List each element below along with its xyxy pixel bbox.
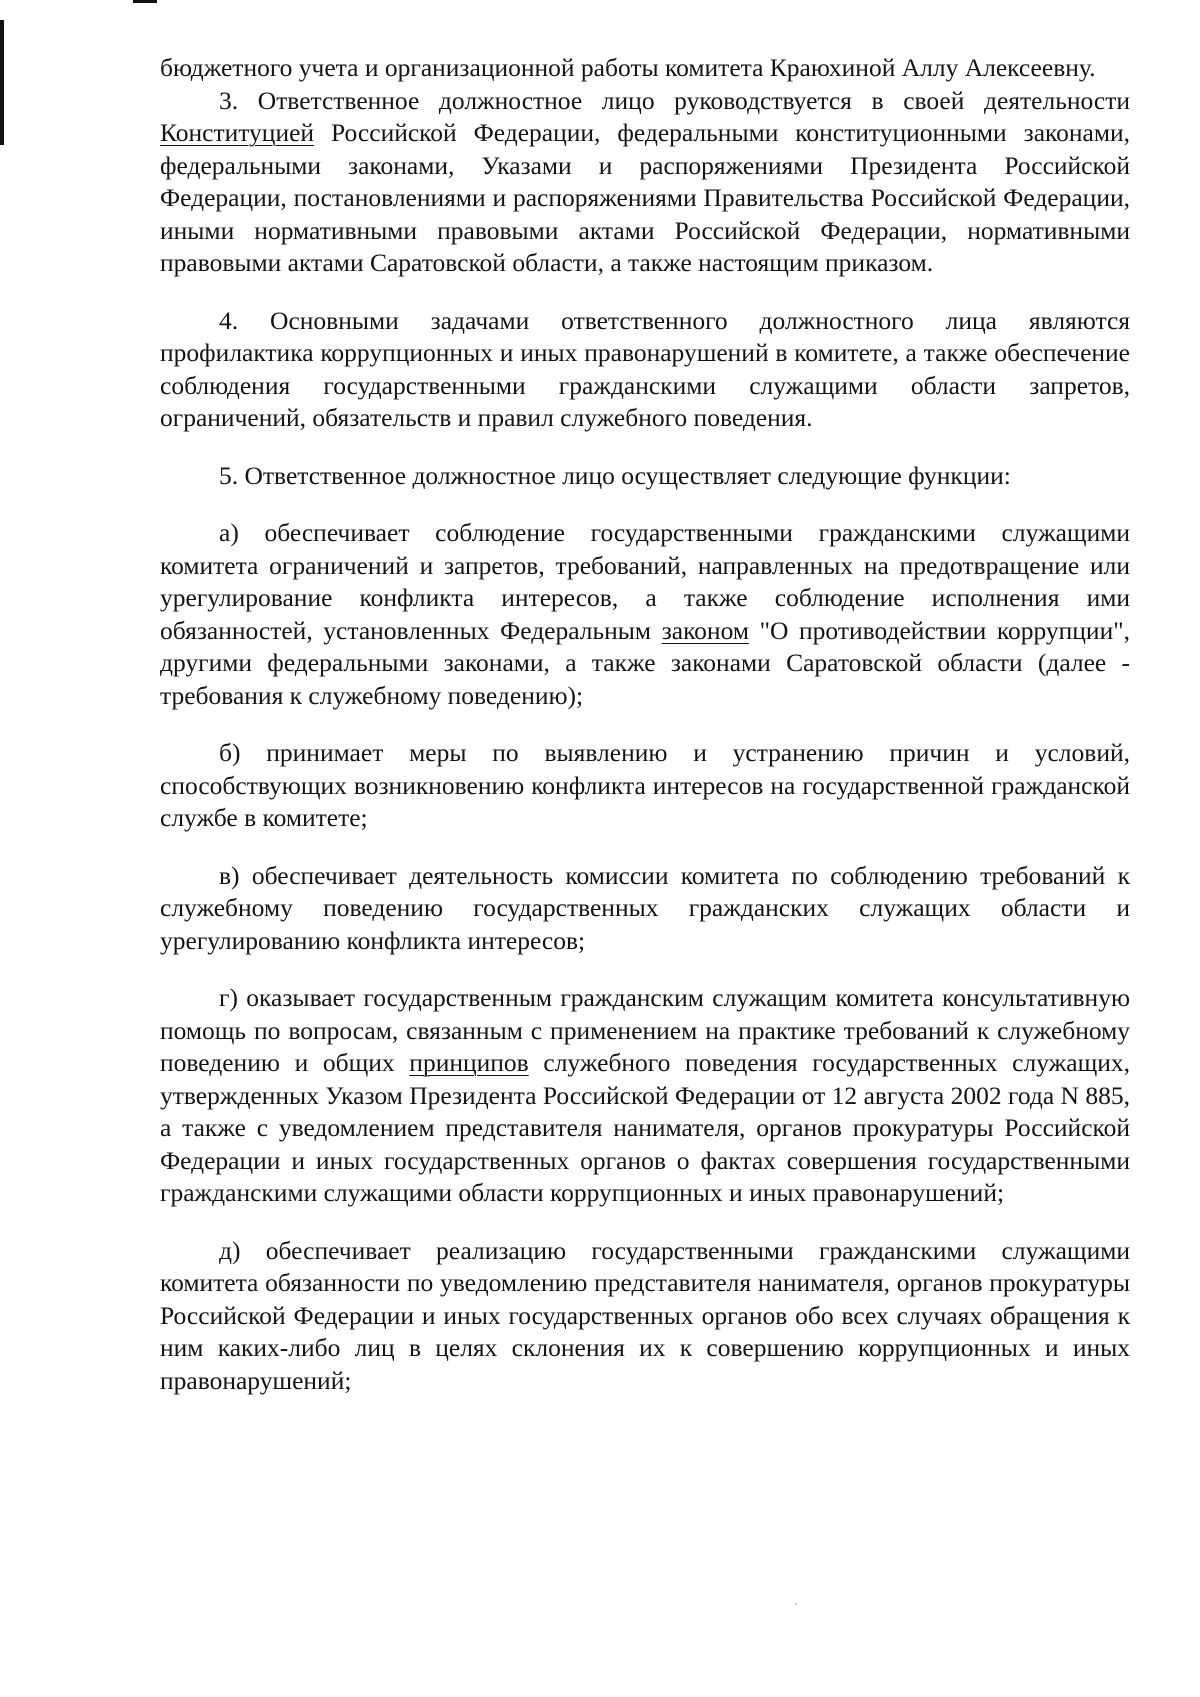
paragraph-intro: бюджетного учета и организационной работы комитета Краюхиной Аллу Алексеевну. <box>160 53 1096 82</box>
item-g <box>160 982 1130 1210</box>
principles-link[interactable]: принципов <box>409 1048 529 1077</box>
item-b: б) принимает меры по выявлению и устранению причин и условий, способствующих возникновению конфликта интересов на государственной гражданской службе в комитете; <box>160 738 1130 832</box>
item-g-text-end: служебного поведения государственных служащих, утвержденных Указом Президента Российской Федерации от 12 августа 2002 года N 885, а также с уведомлением представителя нанимателя, органов прокуратуры Российской Федерации и иных государственных органов о фактах совершения государственными гражданскими служащими области коррупционных и иных правонарушений; <box>160 1048 1130 1207</box>
item-a-text-start: а) обеспечивает соблюдение государственными гражданскими служащими комитета ограничений и запретов, требований, направленных на предотвращение или урегулирование конфликта интересов, а также соблюдение исполнения ими обязанностей, установленных Федеральным <box>160 518 1130 645</box>
item-v: в) обеспечивает деятельность комиссии комитета по соблюдению требований к служебному поведению государственных гражданских служащих области и урегулированию конфликта интересов; <box>160 860 1130 955</box>
document-body <box>160 52 1130 1397</box>
paragraph-3-text-start: 3. Ответственное должностное лицо руководствуется в своей деятельности <box>219 85 1130 115</box>
item-a-text-end: "О противодействии коррупции", другими федеральными законами, а также законами Саратовской области (далее - требования к служебному поведению); <box>160 615 1130 710</box>
paragraph-4: 4. Основными задачами ответственного должностного лица являются профилактика коррупционных и иных правонарушений в комитете, а также обеспечение соблюдения государственными гражданскими служащими области запретов, ограничений, обязательств и правил служебного поведения. <box>160 305 1130 432</box>
scan-edge-mark <box>0 20 4 145</box>
item-g-text-start: г) оказывает государственным гражданским служащим комитета консультативную помощь по вопросам, связанным с применением на практике требований к служебному поведению и общих <box>160 983 1130 1077</box>
paragraph-3 <box>160 85 1130 280</box>
scan-speck <box>795 1603 797 1605</box>
federal-law-link[interactable]: законом <box>661 615 749 645</box>
paragraph-3-text-end: Российской Федерации, федеральными конституционными законами, федеральными законами, Указами и распоряжениями Президента Российской Федерации, постановлениями и распоряжениями Правительства Российской Федерации, иными нормативными правовыми актами Российской Федерации, нормативными правовыми актами Саратовской области, а также настоящим приказом. <box>160 118 1130 277</box>
constitution-link[interactable]: Конституцией <box>160 118 315 147</box>
item-d: д) обеспечивает реализацию государственными гражданскими служащими комитета обязанности по уведомлению представителя нанимателя, органов прокуратуры Российской Федерации и иных государственных органов обо всех случаях обращения к ним каких-либо лиц в целях склонения их к совершению коррупционных и иных правонарушений; <box>160 1235 1130 1395</box>
scan-top-mark <box>133 0 157 3</box>
paragraph-5: 5. Ответственное должностное лицо осуществляет следующие функции: <box>219 460 1011 490</box>
item-a <box>160 517 1130 712</box>
